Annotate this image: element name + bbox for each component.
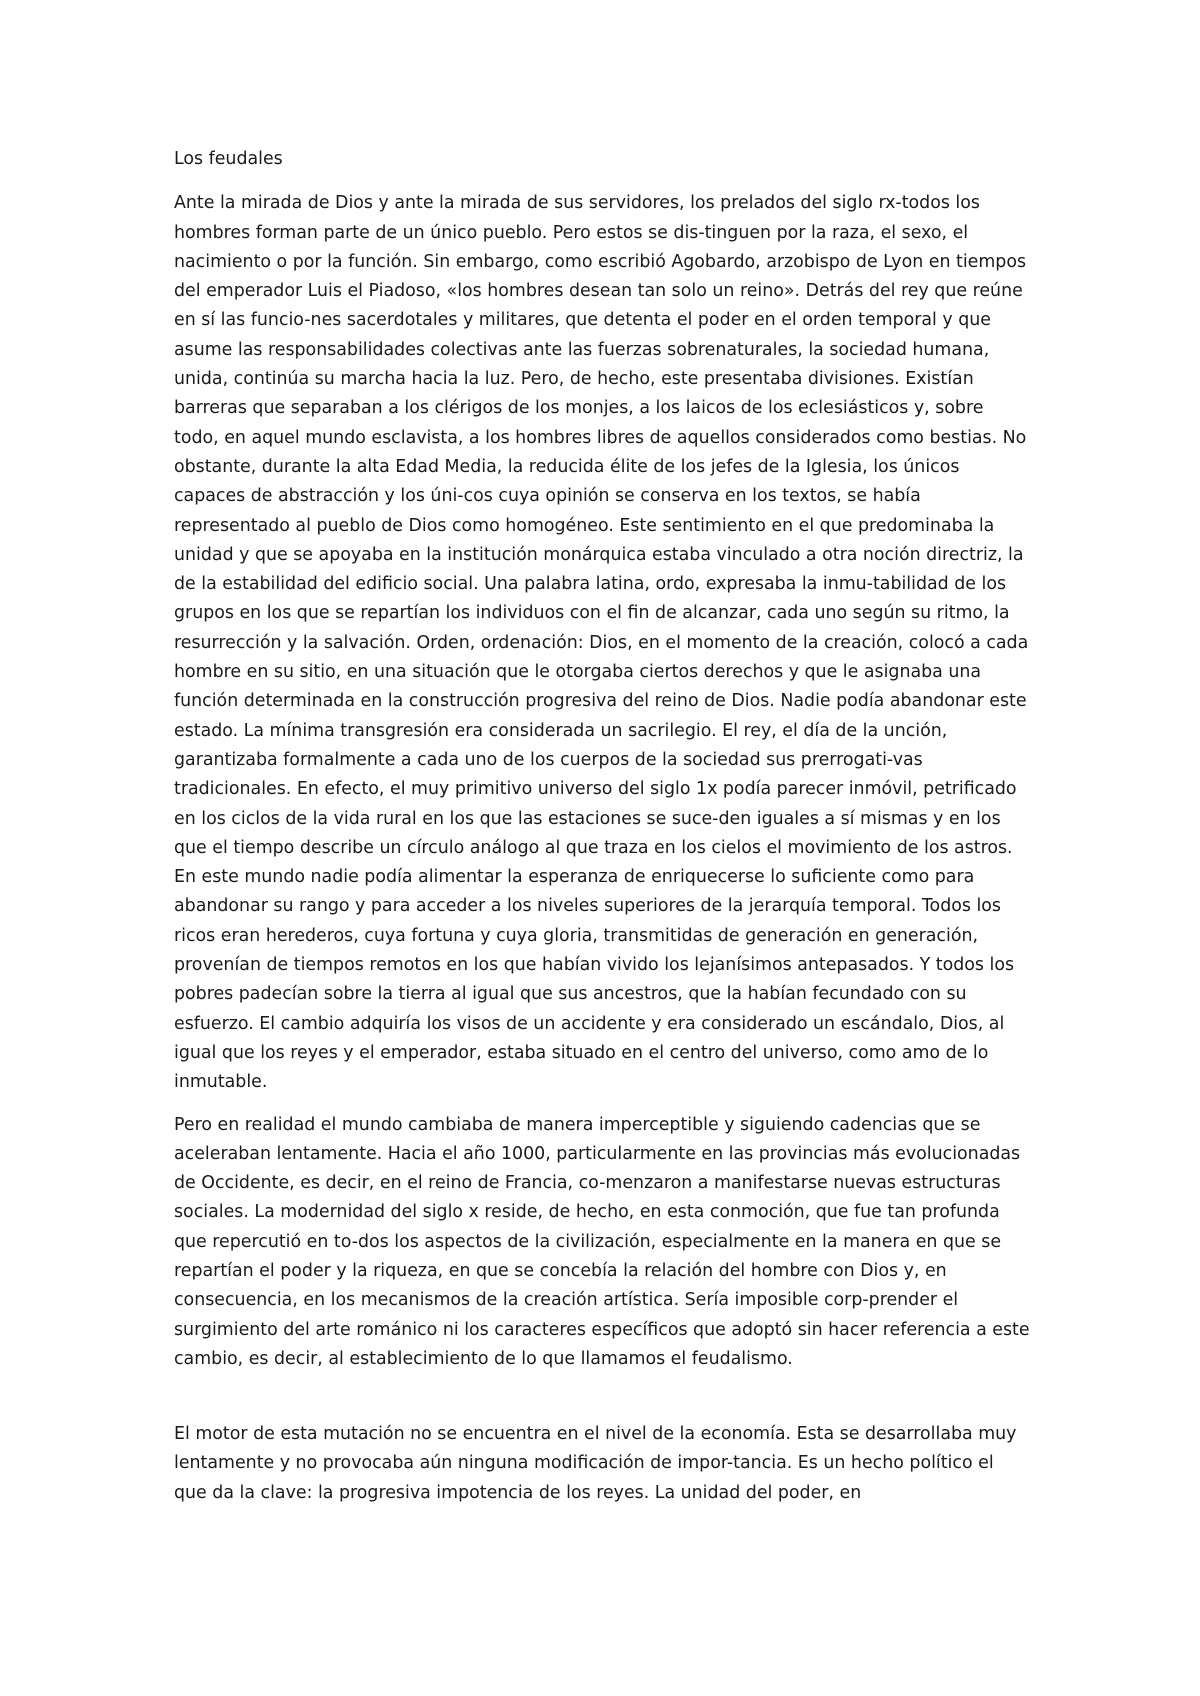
- page-title: Los feudales: [174, 149, 283, 169]
- paragraph-2: Pero en realidad el mundo cambiaba de manera imperceptible y siguiendo cadencias que se aceleraban lentamente. Hacia el año 1000, particularmente en las provincias más evolucionadas de Occidente, es decir, en el reino de Francia, co-menzaron a manifestarse nuevas estructuras sociales. La modernidad del siglo x reside, de hecho, en esta conmoción, que fue tan profunda que repercutió en to-dos los aspectos de la civilización, especialmente en la manera en que se repartían el poder y la riqueza, en que se concebía la relación del hombre con Dios y, en consecuencia, en los mecanismos de la creación artística. Sería imposible corp-prender el surgimiento del arte románico ni los caracteres específicos que adoptó sin hacer referencia a este cambio, es decir, al establecimiento de lo que llamamos el feudalismo.: [174, 1114, 1030, 1369]
- paragraph-3: El motor de esta mutación no se encuentra en el nivel de la economía. Esta se desarrollaba muy lentamente y no provocaba aún ninguna modificación de impor-tancia. Es un hecho político el que da la clave: la progresiva impotencia de los reyes. La unidad del poder, en: [174, 1424, 1017, 1503]
- paragraph-1: Ante la mirada de Dios y ante la mirada de sus servidores, los prelados del siglo rx-todos los hombres forman parte de un único pueblo. Pero estos se dis-tinguen por la raza, el sexo, el nacimiento o por la función. Sin embargo, como escribió Agobardo, arzobispo de Lyon en tiempos del emperador Luis el Piadoso, «los hombres desean tan solo un reino». Detrás del rey que reúne en sí las funcio-nes sacerdotales y militares, que detenta el poder en el orden temporal y que asume las responsabilidades colectivas ante las fuerzas sobrenaturales, la sociedad humana, unida, continúa su marcha hacia la luz. Pero, de hecho, este presentaba divisiones. Existían barreras que separaban a los clérigos de los monjes, a los laicos de los eclesiásticos y, sobre todo, en aquel mundo esclavista, a los hombres libres de aquellos considerados como bestias. No obstante, durante la alta Edad Media, la reducida élite de los jefes de la Iglesia, los únicos capaces de abstracción y los úni-cos cuya opinión se conserva en los textos, se había representado al pueblo de Dios como homogéneo. Este sentimiento en el que predominaba la unidad y que se apoyaba en la institución monárquica estaba vinculado a otra noción directriz, la de la estabilidad del edificio social. Una palabra latina, ordo, expresaba la inmu-tabilidad de los grupos en los que se repartían los individuos con el fin de alcanzar, cada uno según su ritmo, la resurrección y la salvación. Orden, ordenación: Dios, en el momento de la creación, colocó a cada hombre en su sitio, en una situación que le otorgaba ciertos derechos y que le asignaba una función determinada en la construcción progresiva del reino de Dios. Nadie podía abandonar este estado. La mínima transgresión era considerada un sacrilegio. El rey, el día de la unción, garantizaba formalmente a cada uno de los cuerpos de la sociedad sus prerrogati-vas tradicionales. En efecto, el muy primitivo universo del siglo 1x podía parecer inmóvil, petrificado en los ciclos de la vida rural en los que las estaciones se suce-den iguales a sí mismas y en los que el tiempo describe un círculo análogo al que traza en los cielos el movimiento de los astros. En este mundo nadie podía alimentar la esperanza de enriquecerse lo suficiente como para abandonar su rango y para acceder a los niveles superiores de la jerarquía temporal. Todos los ricos eran herederos, cuya fortuna y cuya gloria, transmitidas de generación en generación, provenían de tiempos remotos en los que habían vivido los lejanísimos antepasados. Y todos los pobres padecían sobre la tierra al igual que sus ancestros, que la habían fecundado con su esfuerzo. El cambio adquiría los visos de un accidente y era considerado un escándalo, Dios, al igual que los reyes y el emperador, estaba situado en el centro del universo, como amo de lo inmutable.: [174, 193, 1029, 1093]
